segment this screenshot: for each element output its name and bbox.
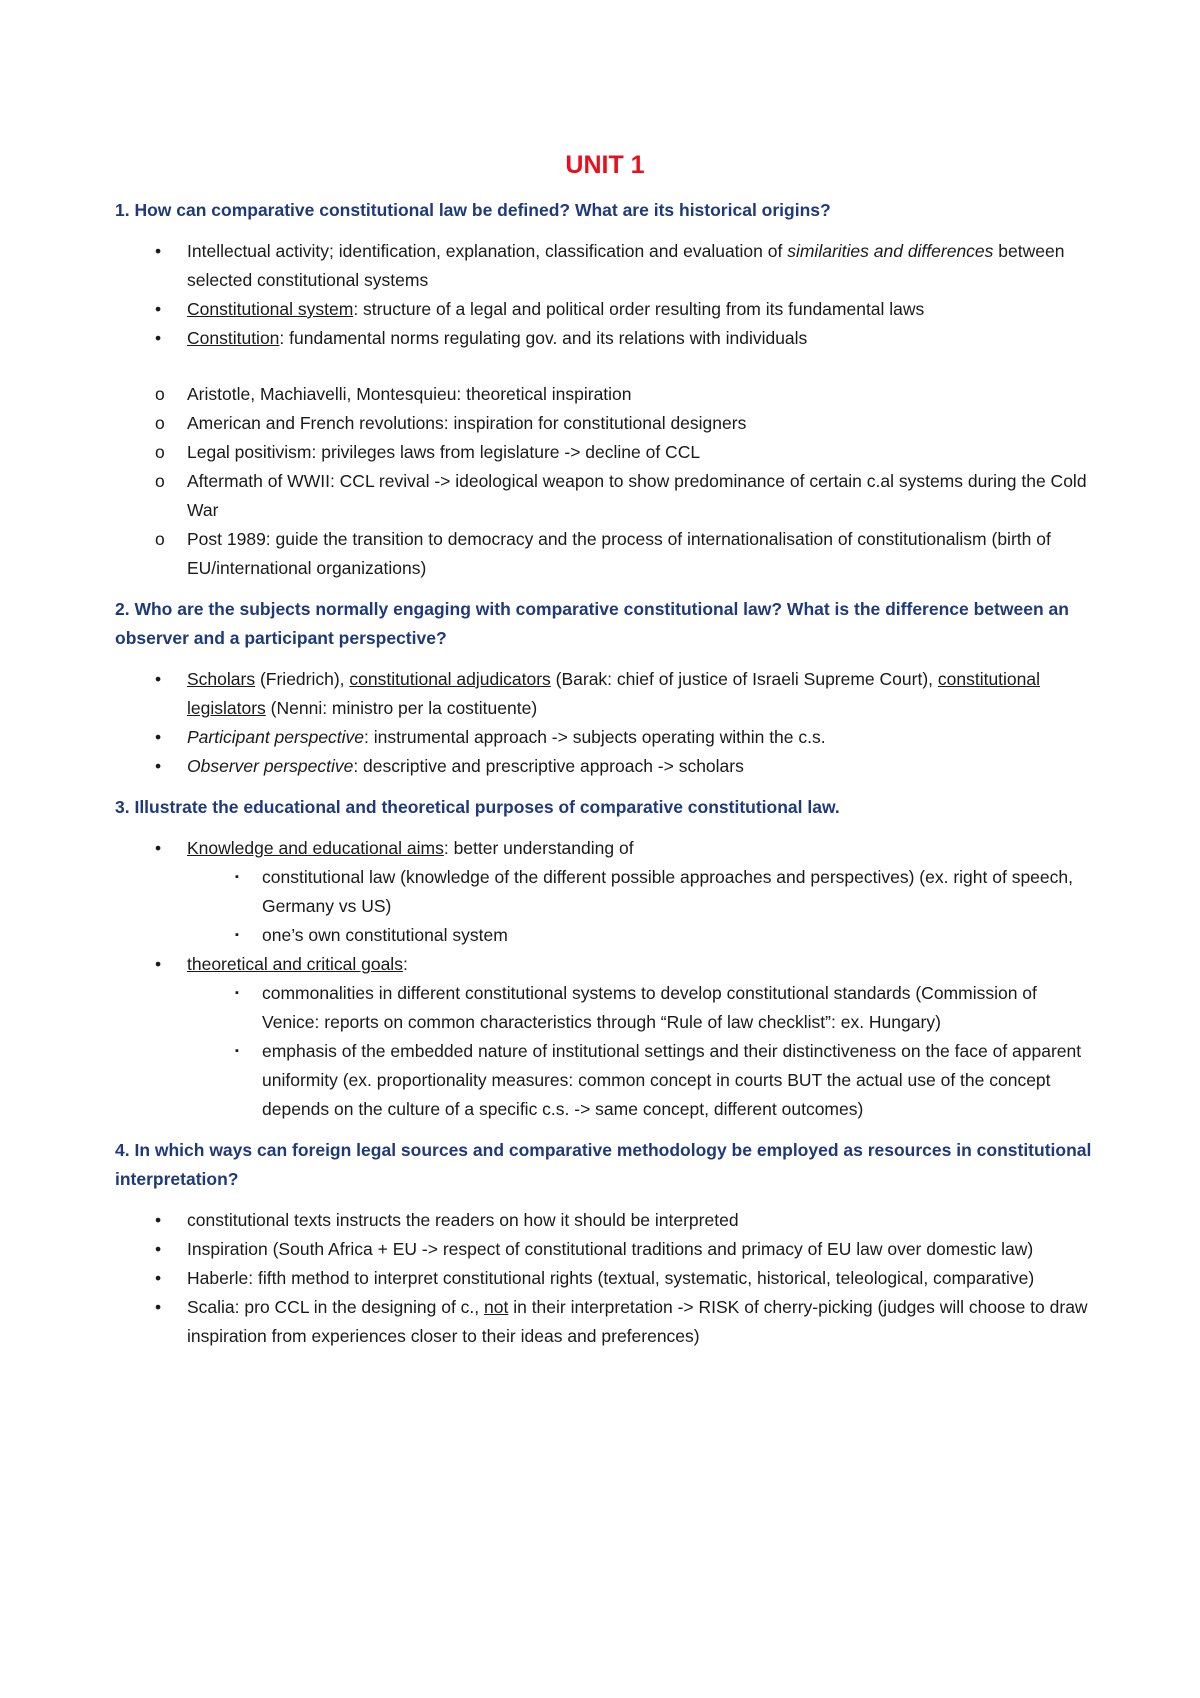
list-item: • Knowledge and educational aims: better understanding of xyxy=(115,834,1095,863)
list-item: • Constitution: fundamental norms regulating gov. and its relations with individuals xyxy=(115,324,1095,353)
q4-bullet-list xyxy=(115,1206,1095,1351)
square-bullet-icon: ▪ xyxy=(235,1045,239,1057)
bullet-icon: • xyxy=(155,1297,162,1317)
list-item: • Inspiration (South Africa + EU -> respect of constitutional traditions and primacy of EU law over domestic law) xyxy=(115,1235,1095,1264)
list-item: • Scalia: pro CCL in the designing of c., not in their interpretation -> RISK of cherry-picking (judges will choose to draw inspiration from experiences closer to their ideas and preferences) xyxy=(115,1293,1095,1351)
sub-list-item: ▪ emphasis of the embedded nature of institutional settings and their distinctiveness on the face of apparent uniformity (ex. proportionality measures: common concept in courts BUT the actual use of the concept depends on the culture of a specific c.s. -> same concept, different outcomes) xyxy=(115,1037,1095,1124)
list-item: o American and French revolutions: inspiration for constitutional designers xyxy=(115,409,1095,438)
bullet-icon: • xyxy=(155,328,162,348)
document-content xyxy=(115,148,1095,1363)
bullet-icon: • xyxy=(155,1268,162,1288)
square-bullet-icon: ▪ xyxy=(235,987,239,999)
square-bullet-icon: ▪ xyxy=(235,871,239,883)
list-item: • Participant perspective: instrumental approach -> subjects operating within the c.s. xyxy=(115,723,1095,752)
bullet-icon: • xyxy=(155,299,162,319)
sub-list-item: ▪ constitutional law (knowledge of the different possible approaches and perspectives) (ex. right of speech, Germany vs US) xyxy=(115,863,1095,921)
bullet-icon: • xyxy=(155,1210,162,1230)
list-item: o Legal positivism: privileges laws from legislature -> decline of CCL xyxy=(115,438,1095,467)
q3-bullet-list xyxy=(115,834,1095,1124)
question-4-heading: 4. In which ways can foreign legal sources and comparative methodology be employed as resources in constitutional interpretation? xyxy=(115,1140,1092,1189)
bullet-icon: • xyxy=(155,727,162,747)
bullet-icon: • xyxy=(155,1239,162,1259)
list-item: • Scholars (Friedrich), constitutional adjudicators (Barak: chief of justice of Israeli Supreme Court), constitutional legislators (Nenni: ministro per la costituente) xyxy=(115,665,1095,723)
list-item: • Intellectual activity; identification, explanation, classification and evaluation of similarities and differences between selected constitutional systems xyxy=(115,237,1095,295)
list-item: o Post 1989: guide the transition to democracy and the process of internationalisation of constitutionalism (birth of EU/international organizations) xyxy=(115,525,1095,583)
circle-bullet-icon: o xyxy=(155,442,165,462)
page-title: UNIT 1 xyxy=(565,151,645,179)
list-item: • Constitutional system: structure of a legal and political order resulting from its fundamental laws xyxy=(115,295,1095,324)
circle-bullet-icon: o xyxy=(155,471,165,491)
list-item: • constitutional texts instructs the readers on how it should be interpreted xyxy=(115,1206,1095,1235)
question-2-heading: 2. Who are the subjects normally engaging with comparative constitutional law? What is the difference between an observer and a participant perspective? xyxy=(115,599,1069,648)
sub-list-item: ▪ commonalities in different constitutional systems to develop constitutional standards (Commission of Venice: reports on common characteristics through “Rule of law checklist”: ex. Hungary) xyxy=(115,979,1095,1037)
question-3-heading: 3. Illustrate the educational and theoretical purposes of comparative constitutional law. xyxy=(115,797,840,817)
q2-bullet-list xyxy=(115,665,1095,781)
list-item: o Aristotle, Machiavelli, Montesquieu: theoretical inspiration xyxy=(115,380,1095,409)
bullet-icon: • xyxy=(155,241,162,261)
bullet-icon: • xyxy=(155,669,162,689)
bullet-icon: • xyxy=(155,954,162,974)
list-item: o Aftermath of WWII: CCL revival -> ideological weapon to show predominance of certain c.al systems during the Cold War xyxy=(115,467,1095,525)
circle-bullet-icon: o xyxy=(155,413,165,433)
question-1-heading: 1. How can comparative constitutional law be defined? What are its historical origins? xyxy=(115,200,831,220)
q1-bullet-list xyxy=(115,237,1095,583)
list-item: • theoretical and critical goals: xyxy=(115,950,1095,979)
circle-bullet-icon: o xyxy=(155,529,165,549)
list-item: • Haberle: fifth method to interpret constitutional rights (textual, systematic, historical, teleological, comparative) xyxy=(115,1264,1095,1293)
bullet-icon: • xyxy=(155,838,162,858)
list-item: • Observer perspective: descriptive and prescriptive approach -> scholars xyxy=(115,752,1095,781)
sub-list-item: ▪ one’s own constitutional system xyxy=(115,921,1095,950)
square-bullet-icon: ▪ xyxy=(235,929,239,941)
circle-bullet-icon: o xyxy=(155,384,165,404)
bullet-icon: • xyxy=(155,756,162,776)
